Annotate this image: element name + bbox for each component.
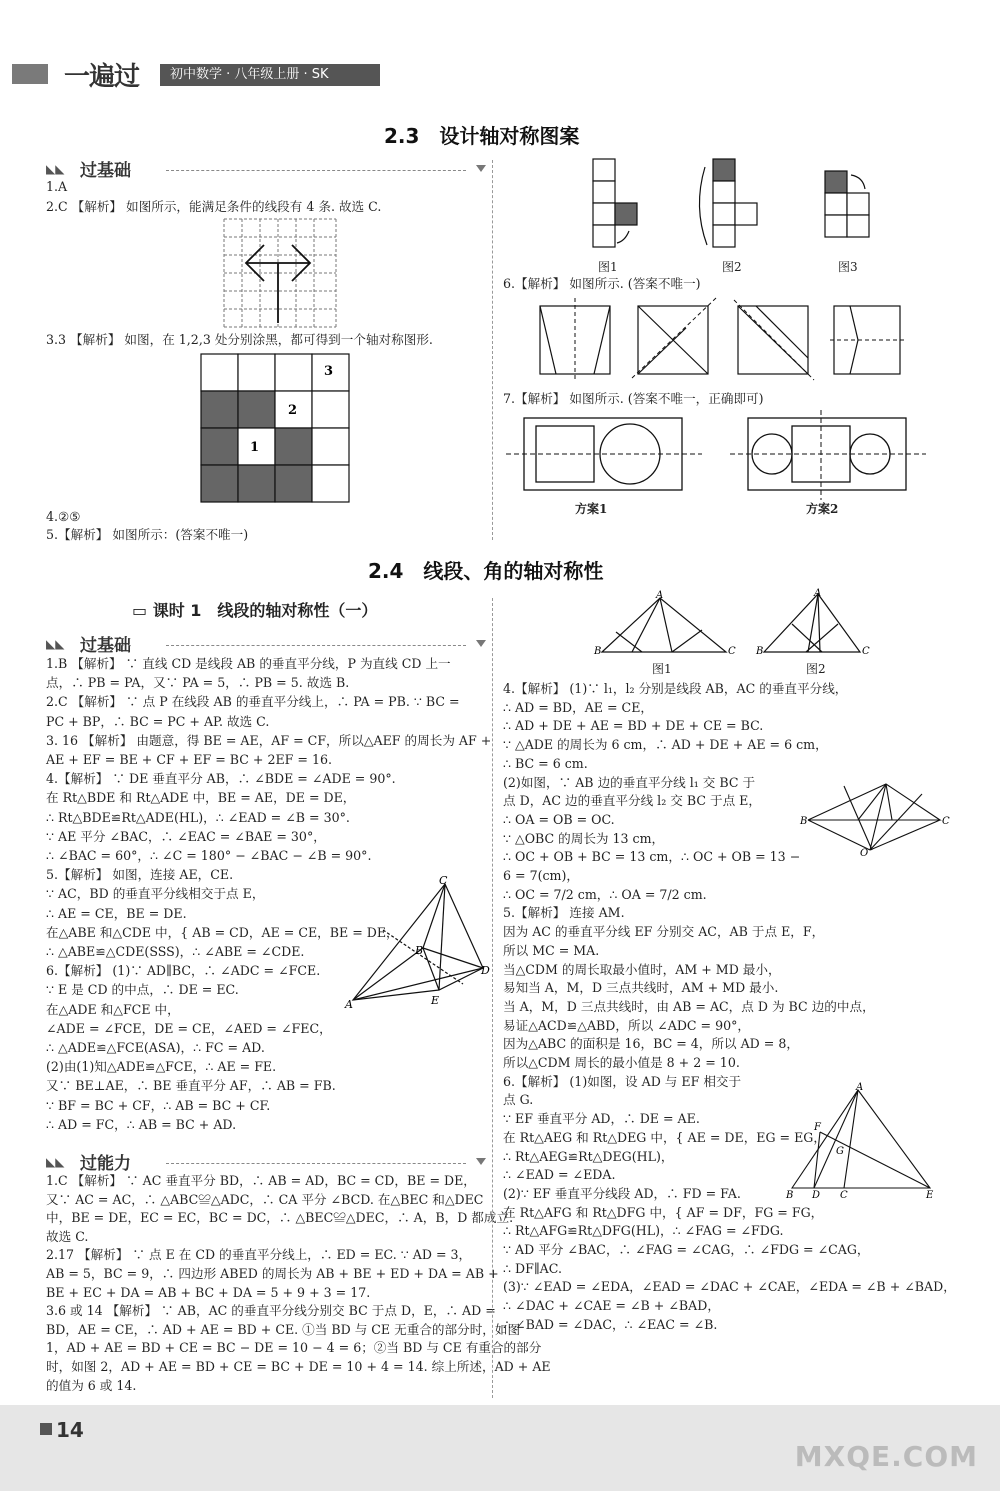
rb-line: 点 G.	[503, 1092, 534, 1108]
rb-line: (3)∵ ∠EAD = ∠EDA，∠EAD = ∠DAC + ∠CAE，∠EDA = ∠B + ∠BAD，	[503, 1279, 956, 1295]
ab-line: 中，BE = DE，EC = EC，BC = DC，∴ △BEC≌△DEC，∴ A，B，D 都成立.	[46, 1210, 514, 1226]
divider	[166, 645, 466, 646]
page-number: 14	[56, 1418, 84, 1442]
lb-line: 3. 16 【解析】 由题意，得 BE = AE，AF = CF，所以△AEF 的周长为 AF +	[46, 732, 492, 748]
lesson-label: 课时 1 线段的轴对称性（一）	[152, 601, 378, 620]
ab-line: 故选 C.	[46, 1228, 89, 1244]
lb-line: (2)由(1)知△ADE≌△FCE，∴ AE = FE.	[46, 1059, 277, 1075]
triangle-icon	[476, 165, 486, 172]
rb-line: ∵ EF 垂直平分 AD，∴ DE = AE.	[503, 1111, 700, 1127]
page-number-marker	[40, 1423, 52, 1435]
lb-line: ∵ BF = BC + CF，∴ AB = BC + CF.	[46, 1097, 271, 1113]
rb-line: 所以△CDM 周长的最小值是 8 + 2 = 10.	[503, 1055, 740, 1070]
svg-text:B: B	[786, 1190, 794, 1201]
svg-text:B: B	[756, 646, 764, 657]
watermark: MXQE.COM	[794, 1440, 978, 1473]
rb-line: ∴ OC = 7/2 cm，∴ OA = 7/2 cm.	[503, 886, 707, 902]
tri-caption-2: 图2	[806, 662, 826, 676]
rb-line: 5.【解析】 连接 AM.	[503, 905, 625, 921]
lb-line: PC + BP，∴ BC = PC + AP. 故选 C.	[46, 713, 270, 729]
lb-line: ∴ △ADE≌△FCE(ASA)，∴ FC = AD.	[46, 1040, 265, 1055]
rb-line: 在 Rt△AFG 和 Rt△DFG 中，{ AF = DF，FG = FG，	[503, 1204, 824, 1220]
answer-3: 3.3 【解析】 如图，在 1,2,3 处分别涂黑，都可得到一个轴对称图形.	[46, 332, 433, 347]
lb-line: 6.【解析】 (1)∵ AD∥BC，∴ ∠ADC = ∠FCE.	[46, 963, 321, 979]
rb-line: ∴ AD + DE + AE = BD + DE + CE = BC.	[503, 718, 764, 734]
lb-line: ∵ E 是 CD 的中点，∴ DE = EC.	[46, 982, 239, 998]
svg-text:C: C	[862, 646, 870, 657]
grid-label-3: 3	[324, 364, 334, 379]
lb-line: ∴ Rt△BDE≌Rt△ADE(HL)，∴ ∠EAD = ∠B = 30°.	[46, 809, 350, 825]
rb-line: 因为 AC 的垂直平分线 EF 分别交 AC，AB 于点 E，F，	[503, 924, 825, 940]
rb-line: 易证△ACD≌△ABD，所以 ∠ADC = 90°，	[503, 1017, 751, 1033]
rb-line: 因为△ABC 的面积是 16，BC = 4，所以 AD = 8，	[503, 1036, 799, 1052]
lb-line: ∴ AE = CE，BE = DE.	[46, 905, 187, 921]
column-divider	[492, 160, 493, 540]
svg-text:B: B	[594, 646, 602, 657]
rb-line: ∵ △ADE 的周长为 6 cm，∴ AD + DE + AE = 6 cm，	[503, 737, 828, 753]
answer-5: 5.【解析】 如图所示：(答案不唯一)	[46, 527, 249, 542]
book-subtitle: 初中数学 · 八年级上册 · SK	[160, 64, 380, 86]
rb-line: 当△CDM 的周长取最小值时，AM + MD 最小，	[503, 961, 781, 977]
answer-r6: 6.【解析】 如图所示. (答案不唯一)	[503, 276, 701, 291]
rb-line: ∴ OC + OB + BC = 13 cm，∴ OC + OB = 13 −	[503, 849, 801, 865]
svg-text:O: O	[860, 848, 869, 859]
lb-line: 又∵ BE⊥AE，∴ BE 垂直平分 AF，∴ AB = FB.	[46, 1078, 336, 1094]
lb-line: 在 Rt△BDE 和 Rt△ADE 中，BE = AE，DE = DE，	[46, 790, 356, 806]
ab-line: 时，如图 2，AD + AE = BD + CE = BC + DE = 10 + 4 = 14. 综上所述，AD + AE	[46, 1359, 551, 1374]
plan-caption-1: 方案1	[575, 502, 608, 516]
lb-line: ∠ADE = ∠FCE，DE = CE，∠AED = ∠FEC，	[46, 1020, 332, 1036]
svg-text:G: G	[836, 1146, 844, 1157]
section-label: 过能力	[80, 1154, 131, 1174]
section-marker-icon: ◣◣	[46, 162, 65, 176]
ab-line: 的值为 6 或 14.	[46, 1377, 137, 1393]
lb-line: 5.【解析】 如图，连接 AE，CE.	[46, 867, 234, 883]
header-block	[12, 64, 48, 84]
square-division-figures	[536, 298, 906, 380]
section-marker-icon: ◣◣	[46, 637, 65, 651]
rb-line: ∵ AD 平分 ∠BAC，∴ ∠FAG = ∠CAG，∴ ∠FDG = ∠CAG，	[503, 1242, 870, 1257]
ab-line: 1，AD + AE = BD + CE = BC − DE = 10 − 4 = 6；②当 BD 与 CE 有重合的部分	[46, 1340, 542, 1356]
quadrilateral-figure	[343, 876, 493, 1011]
plan-caption-2: 方案2	[806, 502, 839, 516]
ab-line: BD，AE = CE，∴ AD + AE = BD + CE. ①当 BD 与 CE 无重合的部分时，如图	[46, 1321, 521, 1337]
section-basic-1	[46, 158, 486, 180]
rb-line: 6 = 7(cm)，	[503, 868, 579, 883]
lb-line: 2.C 【解析】 ∵ 点 P 在线段 AB 的垂直平分线上，∴ PA = PB. ∵ BC =	[46, 694, 460, 710]
svg-text:D: D	[481, 964, 490, 977]
rb-line: 4.【解析】 (1)∵ l₁，l₂ 分别是线段 AB，AC 的垂直平分线，	[503, 681, 848, 696]
lb-line: 1.B 【解析】 ∵ 直线 CD 是线段 AB 的垂直平分线，P 为直线 CD 上一	[46, 656, 451, 671]
rb-line: ∴ ∠DAC + ∠CAE = ∠B + ∠BAD，	[503, 1298, 720, 1314]
svg-text:E: E	[926, 1190, 934, 1201]
rb-line: ∴ Rt△AEG≌Rt△DEG(HL)，	[503, 1148, 674, 1164]
divider	[166, 1163, 466, 1164]
rb-line: 点 D，AC 边的垂直平分线 l₂ 交 BC 于点 E，	[503, 793, 761, 809]
rb-line: ∴ BC = 6 cm.	[503, 755, 588, 771]
rb-line: ∴ Rt△AFG≌Rt△DFG(HL)，∴ ∠FAG = ∠FDG.	[503, 1223, 784, 1239]
svg-text:C: C	[439, 874, 448, 887]
cube-net-figures	[585, 157, 885, 257]
answer-2: 2.C 【解析】 如图所示，能满足条件的线段有 4 条. 故选 C.	[46, 199, 382, 214]
tri-caption-1: 图1	[652, 662, 672, 676]
lb-line: ∵ AC，BD 的垂直平分线相交于点 E，	[46, 886, 265, 902]
lb-line: 在△ADE 和△FCE 中，	[46, 1001, 180, 1017]
rb-line: (2)∵ EF 垂直平分线段 AD，∴ FD = FA.	[503, 1185, 741, 1201]
svg-text:B: B	[415, 944, 424, 957]
ab-line: AB = 5，BC = 9，∴ 四边形 ABED 的周长为 AB + BE + ED + DA = AB +	[46, 1266, 499, 1281]
svg-text:C: C	[840, 1190, 848, 1201]
svg-text:B: B	[800, 816, 808, 827]
rb-line: ∴ DF∥AC.	[503, 1260, 562, 1276]
ab-line: 1.C 【解析】 ∵ AC 垂直平分 BD，∴ AB = AD，BC = CD，BE = DE，	[46, 1173, 476, 1188]
lb-line: 点，∴ PB = PA，又∵ PA = 5，∴ PB = 5. 故选 B.	[46, 675, 350, 691]
grid-label-1: 1	[250, 440, 260, 455]
rb-line: 当 A，M，D 三点共线时，由 AB = AC，点 D 为 BC 边的中点，	[503, 998, 875, 1014]
design-plans-figure	[506, 410, 926, 500]
section-ability	[46, 1151, 486, 1173]
triangle-icon	[476, 640, 486, 647]
ab-line: BE + EC + DA = AB + BC + DA = 5 + 9 + 3 = 17.	[46, 1284, 371, 1300]
book-icon: ▭	[132, 601, 153, 620]
brand-logo: 一遍过	[64, 62, 140, 92]
column-divider-2	[492, 598, 493, 1398]
net-caption-2: 图2	[722, 260, 742, 274]
svg-text:C: C	[942, 816, 950, 827]
lb-line: 在△ABE 和△CDE 中，{ AB = CD，AE = CE，BE = DE，	[46, 924, 399, 940]
lb-line: ∵ AE 平分 ∠BAC，∴ ∠EAC = ∠BAE = 30°，	[46, 828, 326, 844]
rb-line: ∴ OA = OB = OC.	[503, 811, 615, 827]
rb-line: 在 Rt△AEG 和 Rt△DEG 中，{ AE = DE，EG = EG，	[503, 1129, 826, 1145]
rb-line: 6.【解析】 (1)如图，设 AD 与 EF 相交于	[503, 1073, 742, 1089]
net-caption-1: 图1	[598, 260, 618, 274]
svg-text:D: D	[812, 1190, 821, 1201]
net-caption-3: 图3	[838, 260, 858, 274]
section-basic-2	[46, 633, 486, 655]
shaded-grid-figure	[200, 353, 354, 505]
svg-text:C: C	[728, 646, 736, 657]
section-title-2-3: 2.3 设计轴对称图案	[384, 124, 580, 148]
rb-line: ∴ ∠BAD = ∠DAC，∴ ∠EAC = ∠B.	[503, 1316, 718, 1332]
svg-text:A: A	[814, 588, 822, 599]
lb-line: 4.【解析】 ∵ DE 垂直平分 AB，∴ ∠BDE = ∠ADE = 90°.	[46, 771, 396, 787]
rb-line: 所以 MC = MA.	[503, 942, 600, 958]
perpendicular-bisector-figure	[798, 780, 950, 859]
svg-text:F: F	[814, 1122, 821, 1133]
svg-text:E: E	[431, 994, 440, 1007]
divider	[166, 170, 466, 171]
svg-text:A: A	[856, 1082, 864, 1093]
section-marker-icon: ◣◣	[46, 1155, 65, 1169]
lesson-title	[132, 598, 377, 621]
ab-line: 又∵ AC = AC，∴ △ABC≌△ADC，∴ CA 平分 ∠BCD. 在△BEC 和△DEC	[46, 1191, 484, 1207]
rb-line: ∴ AD = BD，AE = CE，	[503, 699, 653, 715]
rb-line: ∴ ∠EAD = ∠EDA.	[503, 1167, 616, 1183]
grid-label-2: 2	[288, 403, 298, 418]
svg-text:A: A	[345, 998, 353, 1011]
rb-line: 易知当 A，M，D 三点共线时，AM + MD 最小.	[503, 980, 779, 996]
answer-1: 1.A	[46, 179, 68, 194]
rb-line: ∵ △OBC 的周长为 13 cm，	[503, 830, 665, 846]
answer-4: 4.②⑤	[46, 509, 81, 524]
answer-r7: 7.【解析】 如图所示. (答案不唯一，正确即可)	[503, 391, 764, 406]
lb-line: AE + EF = BE + CF + EF = BC + 2EF = 16.	[46, 752, 332, 767]
ab-line: 2.17 【解析】 ∵ 点 E 在 CD 的垂直平分线上，∴ ED = EC. ∵ AD = 3，	[46, 1247, 472, 1263]
lb-line: ∴ AD = FC，∴ AB = BC + AD.	[46, 1116, 237, 1132]
lb-line: ∴ ∠BAC = 60°，∴ ∠C = 180° − ∠BAC − ∠B = 90°.	[46, 848, 372, 863]
section-label: 过基础	[80, 161, 131, 181]
section-label: 过基础	[80, 636, 131, 656]
lb-line: ∴ △ABE≌△CDE(SSS)，∴ ∠ABE = ∠CDE.	[46, 944, 305, 959]
dashed-grid-figure	[220, 215, 340, 330]
triangle-figures	[592, 588, 872, 662]
rb-line: (2)如图，∵ AB 边的垂直平分线 l₁ 交 BC 于	[503, 774, 756, 790]
triangle-icon	[476, 1158, 486, 1165]
ab-line: 3.6 或 14 【解析】 ∵ AB，AC 的垂直平分线分别交 BC 于点 D，E，∴ AD =	[46, 1303, 496, 1319]
svg-text:A: A	[656, 590, 664, 601]
angle-bisector-figure	[786, 1084, 936, 1202]
page-header	[12, 62, 368, 92]
section-title-2-4: 2.4 线段、角的轴对称性	[368, 559, 604, 583]
